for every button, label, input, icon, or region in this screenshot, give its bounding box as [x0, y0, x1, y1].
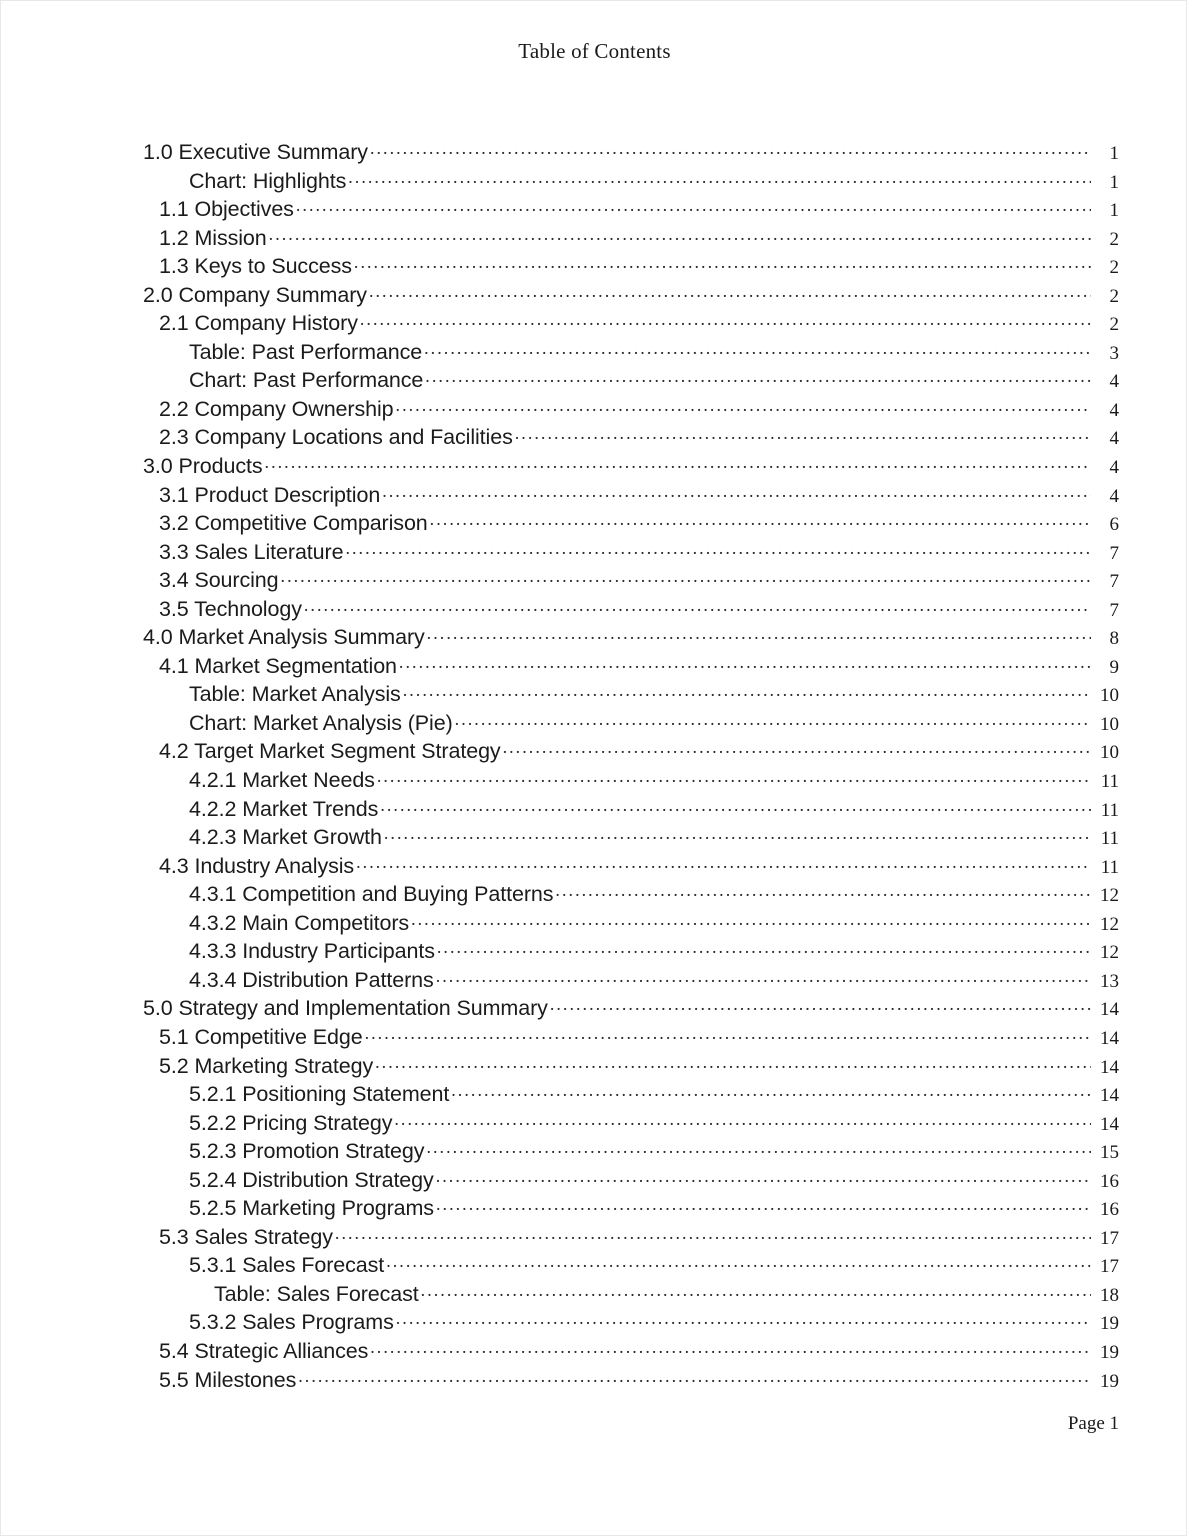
toc-entry-page-number: 19 — [1100, 1313, 1119, 1335]
toc-entry-label: 4.3.1 Competition and Buying Patterns — [189, 882, 554, 907]
toc-dot-leader — [430, 514, 1091, 530]
toc-entry-label: 5.5 Milestones — [159, 1367, 297, 1392]
toc-entry-label: 3.2 Competitive Comparison — [159, 511, 428, 536]
toc-dot-leader — [386, 1256, 1091, 1272]
toc-entry[interactable] — [143, 483, 1119, 512]
toc-entry-page-number: 17 — [1100, 1227, 1119, 1249]
toc-entry-label: 5.3.2 Sales Programs — [189, 1310, 394, 1335]
toc-dot-leader — [370, 1342, 1091, 1358]
toc-dot-leader — [555, 885, 1091, 901]
toc-entry-label: 5.3 Sales Strategy — [159, 1224, 333, 1249]
toc-dot-leader — [455, 714, 1091, 730]
toc-entry-page-number: 4 — [1109, 428, 1119, 450]
toc-entry[interactable] — [143, 968, 1119, 997]
toc-entry-page-number: 2 — [1109, 314, 1119, 336]
toc-dot-leader — [356, 857, 1091, 873]
toc-entry-label: 5.4 Strategic Alliances — [159, 1338, 369, 1363]
table-of-contents — [143, 140, 1119, 1396]
toc-entry-page-number: 13 — [1100, 970, 1119, 992]
toc-entry-page-number: 19 — [1100, 1341, 1119, 1363]
toc-dot-leader — [403, 685, 1091, 701]
toc-entry-label: 5.2.1 Positioning Statement — [189, 1082, 450, 1107]
toc-entry-page-number: 2 — [1109, 285, 1119, 307]
toc-entry[interactable] — [143, 654, 1119, 683]
toc-entry-page-number: 6 — [1109, 514, 1119, 536]
toc-dot-leader — [550, 999, 1091, 1015]
toc-entry-page-number: 7 — [1109, 599, 1119, 621]
toc-entry-label: 5.3.1 Sales Forecast — [189, 1253, 385, 1278]
toc-dot-leader — [426, 1142, 1091, 1158]
toc-entry[interactable] — [143, 511, 1119, 540]
toc-entry-page-number: 4 — [1109, 399, 1119, 421]
toc-dot-leader — [424, 343, 1091, 359]
toc-entry-page-number: 17 — [1100, 1256, 1119, 1278]
toc-entry-label: 3.1 Product Description — [159, 482, 381, 507]
toc-dot-leader — [298, 1371, 1091, 1387]
toc-entry-label: 1.1 Objectives — [159, 197, 294, 222]
toc-dot-leader — [335, 1228, 1091, 1244]
toc-dot-leader — [304, 600, 1091, 616]
toc-entry-label: 1.3 Keys to Success — [159, 254, 352, 279]
toc-entry[interactable] — [143, 1225, 1119, 1254]
toc-entry-page-number: 11 — [1100, 828, 1119, 850]
toc-entry-page-number: 10 — [1100, 685, 1119, 707]
toc-entry[interactable] — [143, 1054, 1119, 1083]
toc-entry-label: 5.2 Marketing Strategy — [159, 1053, 374, 1078]
toc-entry-page-number: 1 — [1109, 200, 1119, 222]
toc-entry-page-number: 4 — [1109, 371, 1119, 393]
toc-entry[interactable] — [143, 283, 1119, 312]
toc-dot-leader — [515, 428, 1091, 444]
toc-entry-label: 4.3.2 Main Competitors — [189, 910, 410, 935]
toc-dot-leader — [348, 172, 1091, 188]
toc-entry[interactable] — [143, 911, 1119, 940]
toc-entry-page-number: 1 — [1109, 171, 1119, 193]
toc-entry[interactable] — [143, 682, 1119, 711]
toc-entry-label: 1.2 Mission — [159, 225, 267, 250]
toc-entry-label: 5.2.5 Marketing Programs — [189, 1196, 434, 1221]
toc-dot-leader — [399, 657, 1091, 673]
toc-entry[interactable] — [143, 397, 1119, 426]
toc-entry-label: 5.2.3 Promotion Strategy — [189, 1139, 425, 1164]
toc-entry-page-number: 9 — [1109, 656, 1119, 678]
toc-entry-label: 2.2 Company Ownership — [159, 396, 394, 421]
toc-entry-label: 3.4 Sourcing — [159, 568, 279, 593]
toc-entry[interactable] — [143, 368, 1119, 397]
toc-entry-page-number: 1 — [1109, 143, 1119, 164]
toc-dot-leader — [396, 400, 1091, 416]
toc-entry-page-number: 2 — [1109, 228, 1119, 250]
toc-entry-label: 4.2.2 Market Trends — [189, 796, 379, 821]
toc-dot-leader — [436, 1199, 1091, 1215]
toc-entry-label: 4.3.3 Industry Participants — [189, 939, 435, 964]
toc-entry-page-number: 2 — [1109, 257, 1119, 279]
toc-entry[interactable] — [143, 1196, 1119, 1225]
toc-entry-page-number: 8 — [1109, 628, 1119, 650]
toc-entry-label: Chart: Past Performance — [189, 368, 424, 393]
toc-entry[interactable] — [143, 1253, 1119, 1282]
toc-entry-page-number: 14 — [1100, 1085, 1119, 1107]
toc-entry[interactable] — [143, 1282, 1119, 1311]
toc-entry-label: 4.3 Industry Analysis — [159, 853, 355, 878]
toc-dot-leader — [365, 1028, 1091, 1044]
toc-entry-page-number: 16 — [1100, 1199, 1119, 1221]
toc-entry-label: 4.2.1 Market Needs — [189, 768, 375, 793]
toc-dot-leader — [384, 828, 1091, 844]
toc-entry[interactable] — [143, 454, 1119, 483]
toc-entry[interactable] — [143, 1168, 1119, 1197]
toc-entry[interactable] — [143, 568, 1119, 597]
toc-entry[interactable] — [143, 1025, 1119, 1054]
toc-entry-label: Chart: Highlights — [189, 168, 347, 193]
toc-dot-leader — [427, 628, 1091, 644]
toc-entry-page-number: 16 — [1100, 1170, 1119, 1192]
toc-entry[interactable] — [143, 996, 1119, 1025]
toc-entry[interactable] — [143, 825, 1119, 854]
toc-entry-page-number: 7 — [1109, 571, 1119, 593]
toc-entry-label: 4.0 Market Analysis Summary — [143, 625, 425, 650]
toc-entry-label: 4.2 Target Market Segment Strategy — [159, 739, 501, 764]
page-footer: Page 1 — [1067, 1413, 1119, 1434]
toc-entry-label: 5.0 Strategy and Implementation Summary — [143, 996, 548, 1021]
toc-entry-label: Table: Sales Forecast — [214, 1281, 419, 1306]
toc-entry[interactable] — [143, 1139, 1119, 1168]
toc-entry[interactable] — [143, 226, 1119, 255]
toc-dot-leader — [369, 286, 1091, 302]
toc-entry-page-number: 14 — [1100, 1056, 1119, 1078]
toc-entry-label: 3.3 Sales Literature — [159, 539, 344, 564]
toc-dot-leader — [421, 1285, 1091, 1301]
toc-entry[interactable] — [143, 197, 1119, 226]
toc-dot-leader — [375, 1057, 1091, 1073]
toc-entry[interactable] — [143, 739, 1119, 768]
toc-dot-leader — [396, 1313, 1091, 1329]
toc-entry[interactable] — [143, 882, 1119, 911]
toc-entry-page-number: 11 — [1100, 856, 1119, 878]
page-title: Table of Contents — [518, 39, 671, 63]
toc-entry-page-number: 10 — [1100, 713, 1119, 735]
toc-entry[interactable] — [143, 625, 1119, 654]
toc-dot-leader — [370, 143, 1091, 159]
toc-dot-leader — [503, 742, 1091, 758]
toc-dot-leader — [345, 543, 1091, 559]
toc-entry[interactable] — [143, 140, 1119, 169]
toc-entry-page-number: 12 — [1100, 913, 1119, 935]
toc-entry-page-number: 14 — [1100, 1113, 1119, 1135]
toc-entry-label: 2.3 Company Locations and Facilities — [159, 425, 513, 450]
toc-dot-leader — [265, 457, 1091, 473]
toc-entry-label: 4.3.4 Distribution Patterns — [189, 967, 434, 992]
toc-entry[interactable] — [143, 797, 1119, 826]
toc-dot-leader — [380, 800, 1091, 816]
toc-entry[interactable] — [143, 854, 1119, 883]
toc-entry-label: Chart: Market Analysis (Pie) — [189, 710, 453, 735]
toc-entry-page-number: 12 — [1100, 942, 1119, 964]
toc-entry[interactable] — [143, 254, 1119, 283]
toc-dot-leader — [436, 971, 1091, 987]
toc-entry[interactable] — [143, 711, 1119, 740]
toc-entry-page-number: 3 — [1109, 342, 1119, 364]
toc-entry[interactable] — [143, 1339, 1119, 1368]
toc-dot-leader — [425, 371, 1091, 387]
toc-entry-page-number: 15 — [1100, 1142, 1119, 1164]
toc-entry[interactable] — [143, 1082, 1119, 1111]
toc-entry-page-number: 10 — [1100, 742, 1119, 764]
toc-entry[interactable] — [143, 1111, 1119, 1140]
toc-entry-label: 2.0 Company Summary — [143, 282, 367, 307]
toc-entry-label: 5.1 Competitive Edge — [159, 1024, 363, 1049]
toc-entry[interactable] — [143, 311, 1119, 340]
toc-entry-label: 1.0 Executive Summary — [143, 140, 368, 164]
toc-entry-page-number: 11 — [1100, 771, 1119, 793]
toc-entry-page-number: 14 — [1100, 999, 1119, 1021]
toc-entry[interactable] — [143, 1310, 1119, 1339]
toc-dot-leader — [281, 571, 1091, 587]
toc-entry-label: Table: Past Performance — [189, 339, 423, 364]
toc-entry-page-number: 12 — [1100, 885, 1119, 907]
toc-entry[interactable] — [143, 1368, 1119, 1397]
toc-entry-page-number: 4 — [1109, 485, 1119, 507]
toc-dot-leader — [382, 486, 1091, 502]
toc-dot-leader — [354, 257, 1091, 273]
toc-dot-leader — [296, 200, 1091, 216]
toc-entry-page-number: 14 — [1100, 1027, 1119, 1049]
toc-dot-leader — [360, 314, 1091, 330]
toc-entry[interactable] — [143, 939, 1119, 968]
toc-entry-page-number: 18 — [1100, 1284, 1119, 1306]
toc-entry-label: 3.5 Technology — [159, 596, 302, 621]
toc-dot-leader — [436, 1171, 1091, 1187]
toc-entry-label: Table: Market Analysis — [189, 682, 401, 707]
toc-entry[interactable] — [143, 169, 1119, 198]
toc-entry-label: 5.2.4 Distribution Strategy — [189, 1167, 434, 1192]
toc-entry[interactable] — [143, 340, 1119, 369]
toc-entry-page-number: 11 — [1100, 799, 1119, 821]
toc-dot-leader — [377, 771, 1091, 787]
toc-entry-label: 2.1 Company History — [159, 311, 358, 336]
toc-entry[interactable] — [143, 597, 1119, 626]
toc-entry-label: 4.1 Market Segmentation — [159, 653, 397, 678]
toc-entry-page-number: 7 — [1109, 542, 1119, 564]
toc-entry[interactable] — [143, 768, 1119, 797]
toc-entry-page-number: 4 — [1109, 457, 1119, 479]
toc-dot-leader — [437, 942, 1091, 958]
toc-dot-leader — [411, 914, 1091, 930]
toc-entry[interactable] — [143, 425, 1119, 454]
toc-entry-label: 4.2.3 Market Growth — [189, 825, 382, 850]
toc-entry[interactable] — [143, 540, 1119, 569]
toc-dot-leader — [394, 1114, 1091, 1130]
toc-entry-page-number: 19 — [1100, 1370, 1119, 1392]
toc-dot-leader — [269, 229, 1091, 245]
toc-dot-leader — [451, 1085, 1091, 1101]
toc-entry-label: 5.2.2 Pricing Strategy — [189, 1110, 393, 1135]
toc-entry-label: 3.0 Products — [143, 454, 263, 479]
